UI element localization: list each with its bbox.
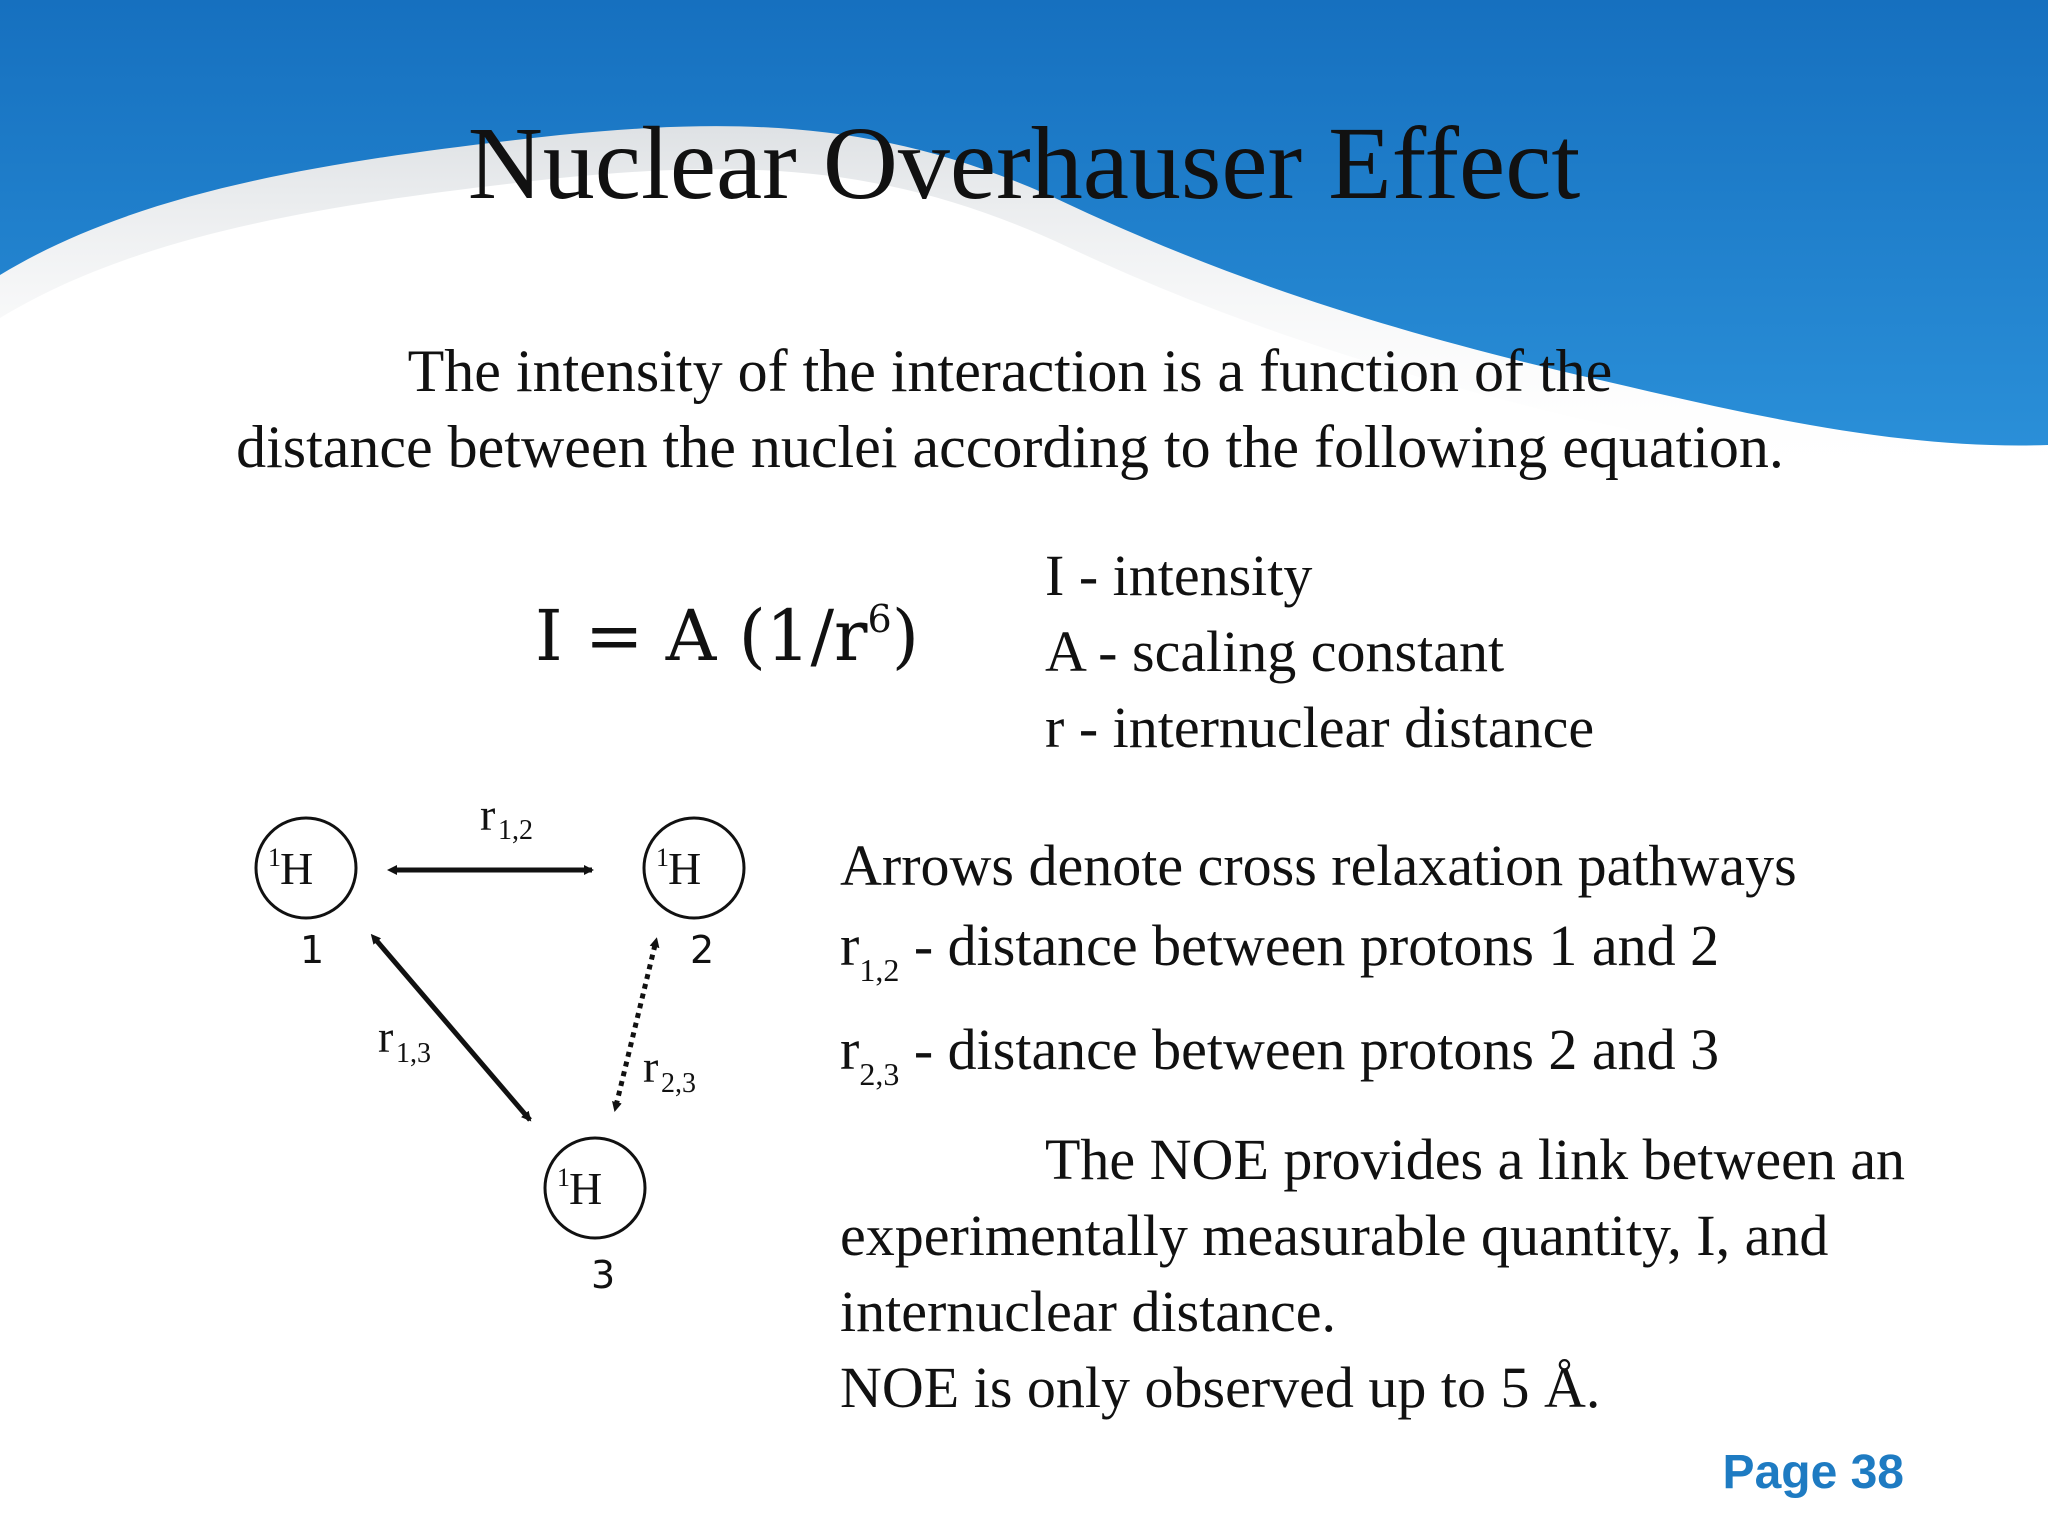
- atom-number: 3: [591, 1253, 616, 1297]
- noe-equation: [535, 595, 919, 677]
- distance-subscript: 1,2: [498, 815, 533, 846]
- label-r13: [378, 1011, 431, 1069]
- equation-close: ): [891, 595, 919, 677]
- noe-line: experimentally measurable quantity, I, and: [840, 1203, 1829, 1268]
- equation-legend: [1045, 538, 1594, 766]
- legend-item: r - internuclear distance: [1045, 695, 1595, 760]
- distance-symbol: r: [480, 789, 496, 840]
- atom-label: H: [569, 1163, 603, 1214]
- slide-title: Nuclear Overhauser Effect: [467, 106, 1581, 221]
- distance-subscript: 1,3: [396, 1038, 431, 1069]
- legend-item: A - scaling constant: [1045, 619, 1505, 684]
- proton-diagram: [230, 780, 790, 1320]
- r12-definition: $r_{1,2}$ - distance between protons 1 and 2: [840, 913, 1720, 988]
- distance-symbol: r: [378, 1011, 394, 1062]
- atom-number: 2: [690, 928, 715, 972]
- distance-symbol: r: [643, 1041, 659, 1092]
- isotope-label: 1: [557, 1163, 570, 1192]
- r23-definition: $r_{2,3}$ - distance between protons 2 and 3: [840, 1017, 1720, 1092]
- arrow-r13: [376, 940, 530, 1120]
- atom-number: 1: [300, 928, 325, 972]
- legend-item: I - intensity: [1045, 543, 1313, 608]
- label-r23: [643, 1041, 696, 1099]
- isotope-label: 1: [268, 843, 281, 872]
- proton-2: [644, 818, 744, 972]
- noe-line: NOE is only observed up to 5 Å.: [840, 1355, 1601, 1420]
- label-r12: [480, 789, 533, 846]
- noe-line: The NOE provides a link between an: [1045, 1127, 1906, 1192]
- pathways-heading: Arrows denote cross relaxation pathways: [840, 833, 1797, 898]
- intro-line-2: distance between the nuclei according to the following equation.: [236, 414, 1784, 480]
- pathways-description: [840, 826, 1797, 1114]
- noe-line: internuclear distance.: [840, 1279, 1336, 1344]
- intro-text: [110, 333, 1910, 485]
- isotope-label: 1: [656, 843, 669, 872]
- equation-exponent: 6: [867, 597, 892, 641]
- noe-paragraph: [840, 1122, 2045, 1426]
- atom-label: H: [280, 843, 314, 894]
- proton-3: [545, 1138, 645, 1297]
- proton-1: [256, 818, 356, 972]
- distance-subscript: 2,3: [661, 1068, 696, 1099]
- equation-main: I = A (1/r: [535, 595, 868, 677]
- page-number: Page 38: [1722, 1446, 1904, 1499]
- intro-line-1: The intensity of the interaction is a function of the: [407, 338, 1613, 404]
- atom-label: H: [668, 843, 702, 894]
